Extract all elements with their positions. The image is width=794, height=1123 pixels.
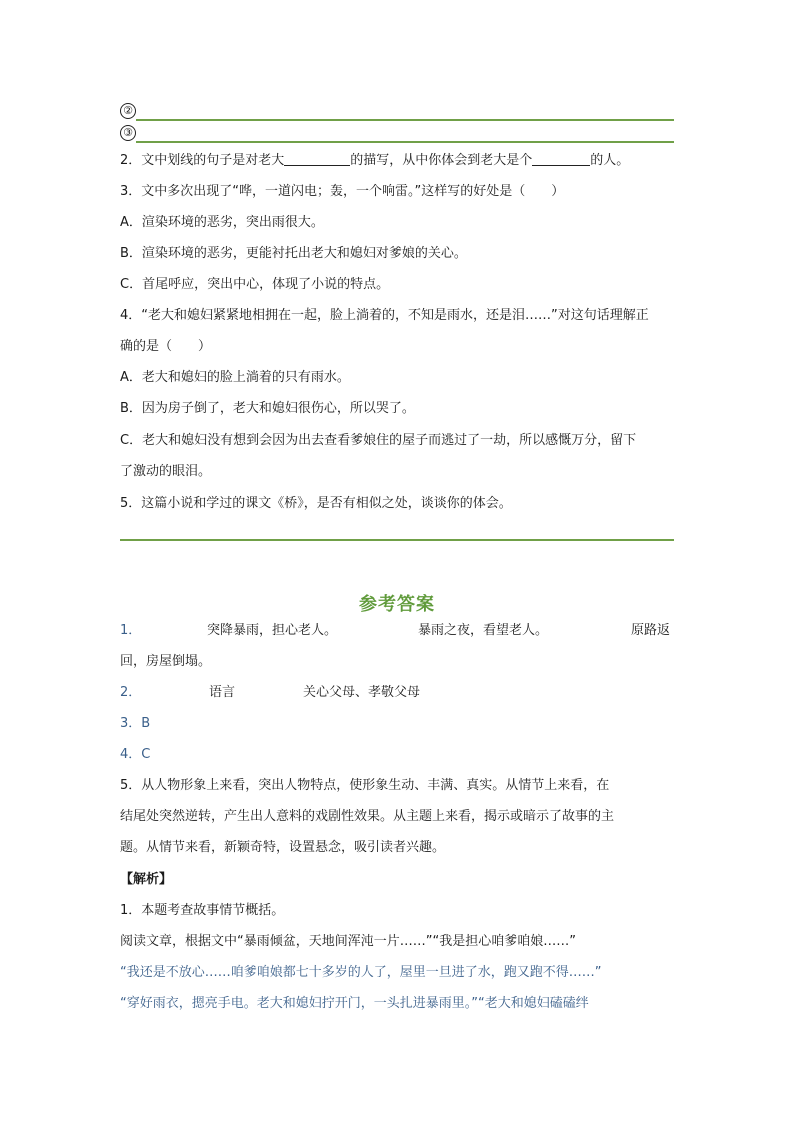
answer-rule [136, 141, 674, 143]
answer-1-line2: 回，房屋倒塌。 [120, 654, 212, 669]
q4-option-c-line2: 了激动的眼泪。 [120, 464, 212, 479]
answer-line-2[interactable] [120, 102, 674, 124]
answer-4: 4．C [120, 747, 151, 762]
analysis-line2: 阅读文章，根据文中“暴雨倾盆，天地间浑沌一片……”“我是担心咱爹咱娘……” [120, 934, 576, 949]
answer-2-part2: 关心父母、孝敬父母 [303, 685, 421, 700]
answer-1-part1: 突降暴雨，担心老人。 [207, 623, 338, 638]
answer-1-part2: 暴雨之夜，看望老人。 [418, 623, 549, 638]
q3-option-c: C．首尾呼应，突出中心，体现了小说的特点。 [120, 277, 390, 292]
question-4-stem-line2: 确的是（ ） [120, 339, 212, 354]
q4-option-c-line1: C．老大和媳妇没有想到会因为出去查看爹娘住的屋子而逃过了一劫，所以感慨万分，留下 [120, 433, 637, 448]
q2-text-part3: 的人。 [590, 153, 630, 168]
answer-5-line2: 结尾处突然逆转，产生出人意料的戏剧性效果。从主题上来看，揭示或暗示了故事的主 [120, 809, 615, 824]
question-4-stem-line1: 4．“老大和媳妇紧紧地相拥在一起，脸上淌着的，不知是雨水，还是泪……”对这句话理解正 [120, 308, 649, 323]
analysis-label: 【解析】 [120, 872, 173, 887]
circled-number-2: ② [120, 103, 136, 119]
answer-line-3[interactable] [120, 124, 674, 146]
question-5-stem: 5．这篇小说和学过的课文《桥》，是否有相似之处，谈谈你的体会。 [120, 496, 512, 511]
answer-1-part3: 原路返 [631, 623, 671, 638]
q3-option-b: B．渲染环境的恶劣，更能衬托出老大和媳妇对爹娘的关心。 [120, 246, 467, 261]
answer-5-line1: 5．从人物形象上来看，突出人物特点，使形象生动、丰满、真实。从情节上来看，在 [120, 778, 610, 793]
answer-rule [136, 119, 674, 121]
q4-option-b: B．因为房子倒了，老大和媳妇很伤心，所以哭了。 [120, 401, 415, 416]
answer-5-line3: 题。从情节来看，新颖奇特，设置悬念，吸引读者兴趣。 [120, 840, 446, 855]
q3-option-a: A．渲染环境的恶劣，突出雨很大。 [120, 215, 324, 230]
q4-option-a: A．老大和媳妇的脸上淌着的只有雨水。 [120, 370, 350, 385]
q2-blank-1[interactable] [284, 151, 350, 166]
q2-text-part2: 的描写，从中你体会到老大是个 [350, 153, 533, 168]
answer-divider [120, 539, 674, 541]
circled-number-3: ③ [120, 125, 136, 141]
answer-2-part1: 语言 [209, 685, 236, 700]
q2-text-part1: 2．文中划线的句子是对老大 [120, 153, 285, 168]
question-2 [120, 151, 680, 171]
question-3-stem: 3．文中多次出现了“哗，一道闪电；轰，一个响雷。”这样写的好处是（ ） [120, 184, 565, 199]
answer-2-num: 2． [120, 685, 142, 700]
analysis-line3: “我还是不放心……咱爹咱娘都七十多岁的人了，屋里一旦进了水，跑又跑不得……” [120, 965, 602, 980]
analysis-line1: 1．本题考查故事情节概括。 [120, 903, 285, 918]
answers-title: 参考答案 [359, 594, 435, 615]
answer-3: 3．B [120, 716, 151, 731]
answer-1-num: 1． [120, 623, 142, 638]
analysis-line4: “穿好雨衣，摁亮手电。老大和媳妇拧开门，一头扎进暴雨里。”“老大和媳妇磕磕绊 [120, 996, 589, 1011]
q2-blank-2[interactable] [532, 151, 590, 166]
